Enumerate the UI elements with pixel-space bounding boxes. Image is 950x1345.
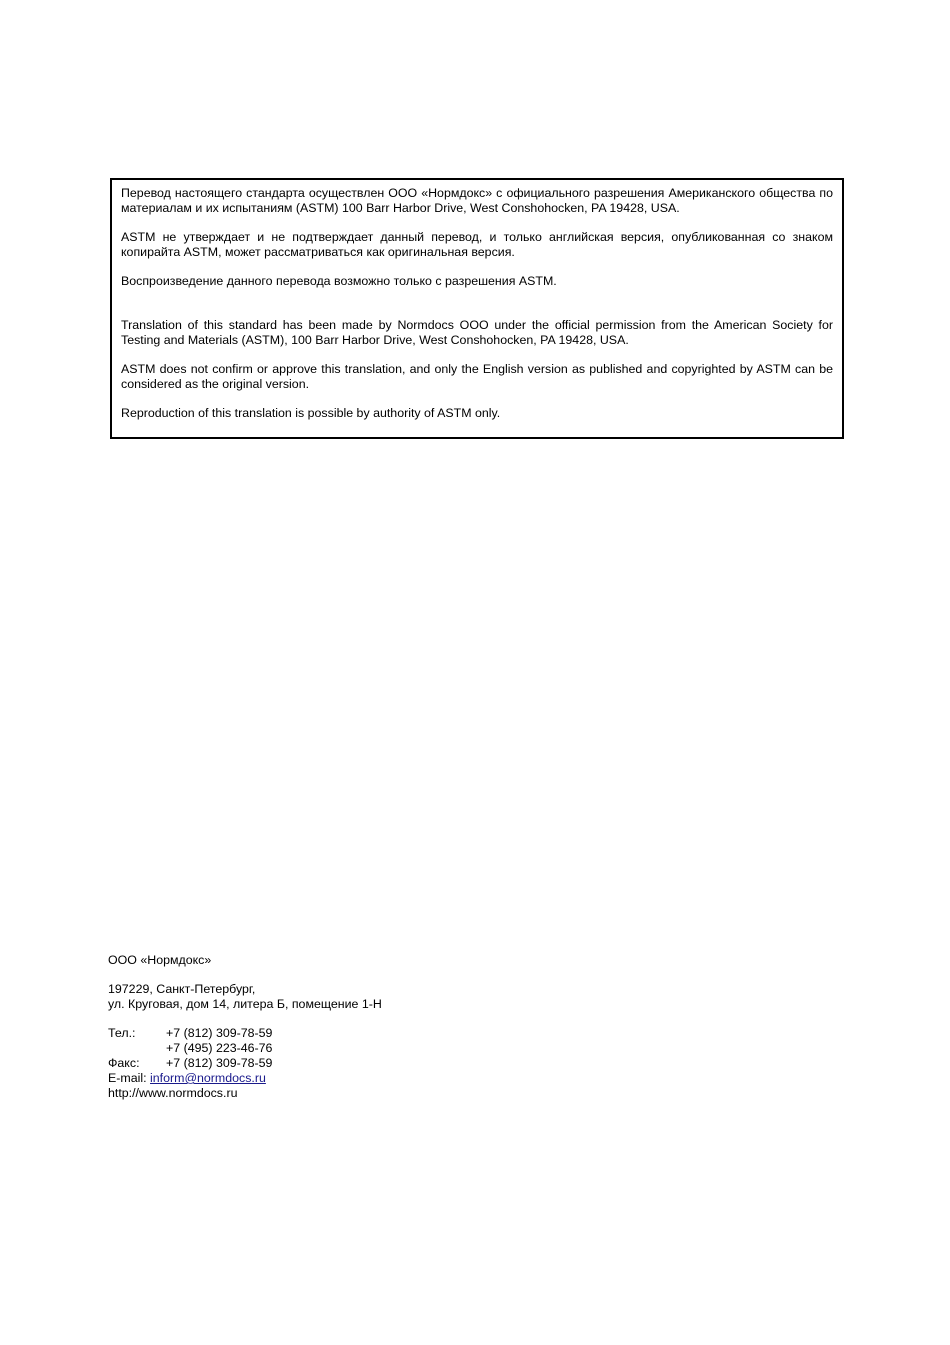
notice-en-paragraph-3: Reproduction of this translation is possible by authority of ASTM only. <box>121 406 501 420</box>
notice-ru-paragraph-2: ASTM не утверждает и не подтверждает данный перевод, и только английская версия, опубликованная со знаком копирайта ASTM, может рассматриваться как оригинальная версия. <box>121 230 833 259</box>
email-link[interactable]: inform@normdocs.ru <box>150 1071 266 1085</box>
email-row <box>108 1071 608 1086</box>
notice-ru-paragraph-3: Воспроизведение данного перевода возможно только с разрешения ASTM. <box>121 274 557 288</box>
contact-block <box>108 953 608 1101</box>
notice-en-paragraph-1: Translation of this standard has been made by Normdocs OOO under the official permission from the American Society for Testing and Materials (ASTM), 100 Barr Harbor Drive, West Conshohocken, PA 19428, USA. <box>121 318 833 347</box>
address-line-1: 197229, Санкт-Петербург, <box>108 982 256 996</box>
phone-label: Тел.: <box>108 1026 136 1040</box>
company-name: ООО «Нормдокс» <box>108 953 212 967</box>
website-url: http://www.normdocs.ru <box>108 1086 238 1100</box>
fax-number: +7 (812) 309-78-59 <box>166 1056 273 1070</box>
fax-row <box>108 1056 608 1071</box>
phone-row-1 <box>108 1026 608 1041</box>
phone-number-1: +7 (812) 309-78-59 <box>166 1026 273 1040</box>
notice-ru-paragraph-1: Перевод настоящего стандарта осуществлен ООО «Нормдокс» с официального разрешения Американского общества по материалам и их испытаниям (ASTM) 100 Barr Harbor Drive, West Conshohocken, PA 19428, USA. <box>121 186 833 215</box>
phone-number-2: +7 (495) 223-46-76 <box>166 1041 273 1055</box>
address-line-2: ул. Круговая, дом 14, литера Б, помещение 1-Н <box>108 997 382 1011</box>
email-label: E-mail: <box>108 1071 147 1085</box>
translation-notice-box <box>110 178 844 439</box>
phone-row-2 <box>108 1041 608 1056</box>
notice-en-paragraph-2: ASTM does not confirm or approve this translation, and only the English version as published and copyrighted by ASTM can be considered as the original version. <box>121 362 833 391</box>
fax-label: Факс: <box>108 1056 140 1070</box>
